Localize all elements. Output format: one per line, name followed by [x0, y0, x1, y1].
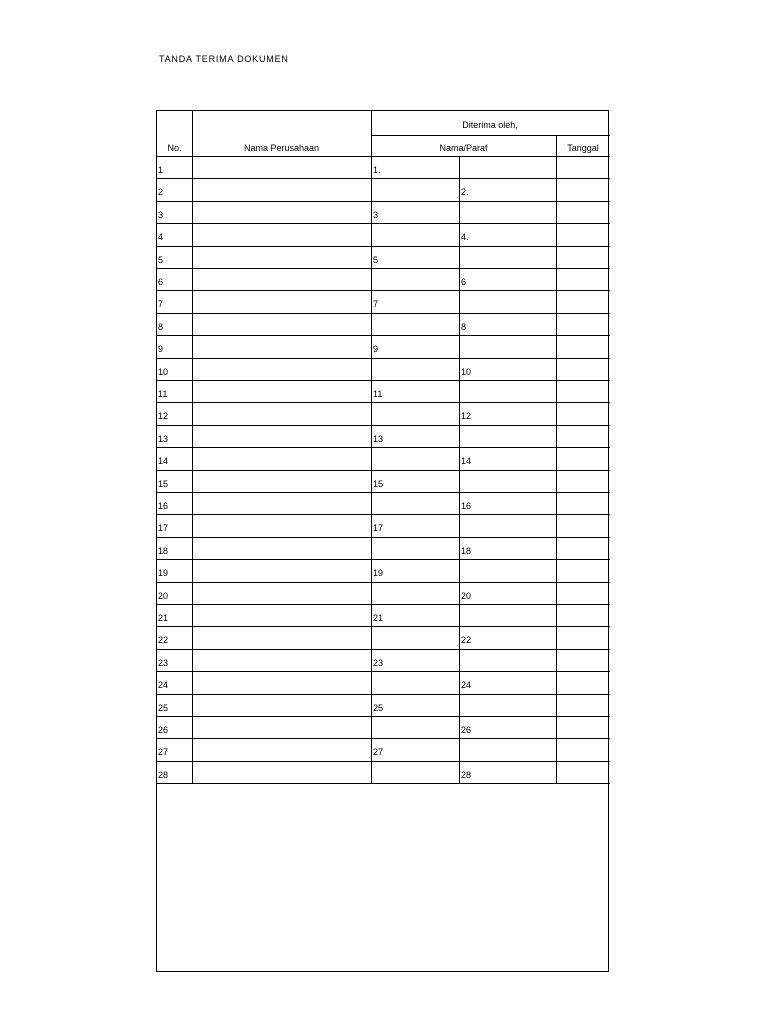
header-nama-perusahaan: Nama Perusahaan: [243, 143, 320, 153]
receiver-mark-right: 4.: [461, 232, 469, 242]
row-line: [157, 358, 610, 359]
row-line: [157, 380, 610, 381]
row-line: [157, 223, 610, 224]
row-number: 26: [158, 725, 169, 735]
row-line: [157, 425, 610, 426]
row-line: [157, 470, 610, 471]
row-number: 3: [158, 210, 164, 220]
receiver-mark-right: 2.: [461, 187, 469, 197]
receiver-mark-right: 26: [461, 725, 472, 735]
row-line: [157, 738, 610, 739]
receiver-mark-left: 11: [373, 389, 383, 399]
receiver-mark-right: 28: [461, 770, 472, 780]
receiver-mark-left: 23: [373, 658, 384, 668]
row-number: 16: [158, 501, 169, 511]
row-number: 5: [158, 255, 164, 265]
receiver-mark-left: 15: [373, 479, 384, 489]
header-tanggal: Tanggal: [567, 143, 599, 153]
receiver-mark-left: 5: [373, 255, 379, 265]
row-number: 23: [158, 658, 169, 668]
row-number: 27: [158, 747, 169, 757]
row-number: 28: [158, 770, 169, 780]
receiver-mark-left: 19: [373, 568, 384, 578]
receipt-form-table: [156, 110, 609, 972]
receiver-mark-right: 12: [461, 411, 472, 421]
receiver-mark-left: 3: [373, 210, 379, 220]
row-line: [157, 246, 610, 247]
row-number: 11: [158, 389, 168, 399]
row-line: [157, 694, 610, 695]
receiver-mark-right: 20: [461, 591, 472, 601]
row-number: 10: [158, 367, 169, 377]
receiver-mark-right: 14: [461, 456, 472, 466]
receiver-mark-right: 18: [461, 546, 472, 556]
receiver-mark-left: 9: [373, 344, 379, 354]
row-number: 24: [158, 680, 169, 690]
row-number: 15: [158, 479, 169, 489]
row-line: [157, 783, 610, 784]
row-number: 6: [158, 277, 164, 287]
row-line: [157, 559, 610, 560]
header-divider: [371, 135, 610, 136]
receiver-mark-right: 6: [461, 277, 467, 287]
receiver-mark-left: 17: [373, 523, 384, 533]
row-line: [157, 290, 610, 291]
receiver-mark-left: 25: [373, 703, 384, 713]
row-number: 18: [158, 546, 169, 556]
row-number: 14: [158, 456, 169, 466]
row-line: [157, 201, 610, 202]
row-number: 8: [158, 322, 164, 332]
row-line: [157, 313, 610, 314]
header-diterima-oleh: Diterima oleh,: [462, 120, 518, 130]
row-line: [157, 716, 610, 717]
row-number: 17: [158, 523, 169, 533]
row-number: 20: [158, 591, 169, 601]
row-line: [157, 604, 610, 605]
receiver-mark-right: 22: [461, 635, 472, 645]
row-line: [157, 761, 610, 762]
row-number: 7: [158, 299, 164, 309]
row-number: 4: [158, 232, 164, 242]
row-line: [157, 492, 610, 493]
header-no: No.: [167, 143, 182, 153]
row-line: [157, 626, 610, 627]
row-line: [157, 537, 610, 538]
receiver-mark-left: 1.: [373, 165, 381, 175]
row-line: [157, 671, 610, 672]
receiver-mark-left: 13: [373, 434, 384, 444]
row-number: 21: [158, 613, 169, 623]
receiver-mark-right: 24: [461, 680, 472, 690]
receiver-mark-right: 10: [461, 367, 472, 377]
receiver-mark-right: 8: [461, 322, 467, 332]
document-title: TANDA TERIMA DOKUMEN: [159, 54, 289, 64]
row-number: 22: [158, 635, 169, 645]
row-line: [157, 514, 610, 515]
row-number: 9: [158, 344, 164, 354]
row-line: [157, 649, 610, 650]
row-number: 25: [158, 703, 169, 713]
row-line: [157, 582, 610, 583]
row-line: [157, 402, 610, 403]
row-number: 12: [158, 411, 169, 421]
header-bottom-line: [157, 156, 610, 157]
row-number: 13: [158, 434, 169, 444]
receiver-mark-left: 27: [373, 747, 384, 757]
receiver-mark-left: 21: [373, 613, 384, 623]
receiver-mark-right: 16: [461, 501, 472, 511]
row-line: [157, 268, 610, 269]
header-nama-paraf: Nama/Paraf: [439, 143, 488, 153]
receiver-mark-left: 7: [373, 299, 379, 309]
row-number: 1: [158, 165, 164, 175]
row-line: [157, 335, 610, 336]
row-line: [157, 178, 610, 179]
row-number: 2: [158, 187, 164, 197]
row-line: [157, 447, 610, 448]
row-number: 19: [158, 568, 169, 578]
column-line: [556, 135, 557, 783]
